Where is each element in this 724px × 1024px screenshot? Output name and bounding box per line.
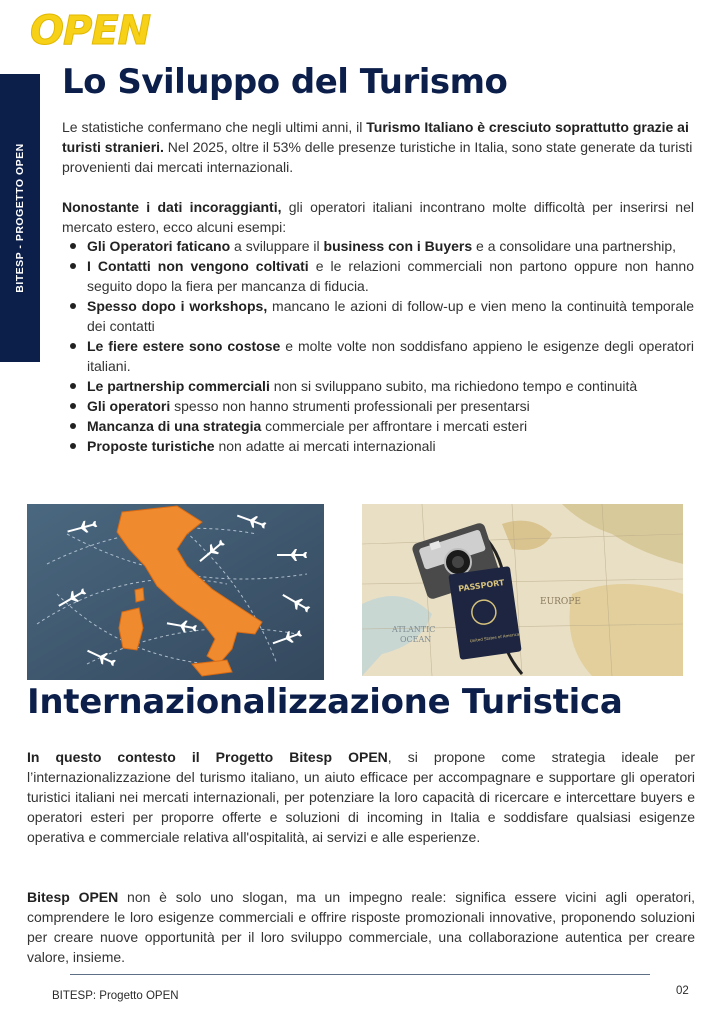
- paragraph-contesto: In questo contesto il Progetto Bitesp OPEN, si propone come strategia ideale per l’internazionalizzazione del turismo italiano, un aiuto efficace per accompagnare e supportare gli operatori turistici italiani nei mercati internazionali, per potenziare la loro capacità di ricercare e intercettare buyers e operatori esteri per proporre offerte e soluzioni di incoming in Italia e soddisfare qualsiasi esigenze operativa e commerciale relativa all'ospitalità, ai servizi e alle esperienze.: [27, 749, 695, 845]
- passport-icon: [448, 566, 521, 660]
- list-item: Mancanza di una strategia commerciale per affrontare i mercati esteri: [87, 416, 694, 436]
- footer-divider: [70, 974, 650, 975]
- paragraph-statistiche: Le statistiche confermano che negli ultimi anni, il Turismo Italiano è cresciuto soprattutto grazie ai turisti stranieri. Nel 2025, oltre il 53% delle presenze turistiche in Italia, sono state generate da turisti provenienti dai mercati internazionali.: [62, 119, 693, 175]
- passport-subtitle: United States of America: [469, 631, 520, 644]
- difficulties-list: [62, 236, 694, 456]
- world-map-illustration: [362, 504, 683, 676]
- page-number: 02: [676, 985, 689, 997]
- map-label-atlantic: ATLANTIC: [392, 625, 436, 634]
- list-item: Gli Operatori faticano a sviluppare il business con i Buyers e a consolidare una partnership,: [87, 236, 694, 256]
- section-title-sviluppo: Lo Sviluppo del Turismo: [62, 62, 508, 102]
- paragraph-difficolta: Nonostante i dati incoraggianti, gli operatori italiani incontrano molte difficoltà per inserirsi nel mercato estero, ecco alcuni esempi:: [62, 199, 694, 235]
- list-item: Proposte turistiche non adatte ai mercati internazionali: [87, 436, 694, 456]
- paragraph-impegno: Bitesp OPEN non è solo uno slogan, ma un impegno reale: significa essere vicini agli operatori, comprendere le loro esigenze commerciali e offrire risposte promozionali innovative, proponendo soluzioni per creare nuove opportunità per il loro sviluppo commerciale, una collaborazione autentica per creare valore, insieme.: [27, 889, 695, 965]
- travel-map-image: [362, 504, 683, 676]
- list-item: Gli operatori spesso non hanno strumenti professionali per presentarsi: [87, 396, 694, 416]
- side-label: BITESP - PROGETTO OPEN: [14, 143, 26, 293]
- italy-map-illustration: [27, 504, 324, 680]
- list-item: I Contatti non vengono coltivati e le relazioni commerciali non partono oppure non hanno seguito dopo la fiera per mancanza di fiducia.: [87, 258, 694, 294]
- list-item: Le partnership commerciali non si sviluppano subito, ma richiedono tempo e continuità: [87, 376, 694, 396]
- italy-flights-image: [27, 504, 324, 680]
- list-item: Le fiere estere sono costose e molte volte non soddisfano appieno le esigenze degli operatori italiani.: [87, 338, 694, 374]
- open-logo: OPEN: [30, 8, 151, 54]
- map-label-europe: EUROPE: [540, 597, 581, 607]
- footer-label: BITESP: Progetto OPEN: [52, 990, 179, 1002]
- list-item: Spesso dopo i workshops, mancano le azioni di follow-up e vien meno la continuità temporale dei contatti: [87, 298, 695, 334]
- section-title-internazionalizzazione: Internazionalizzazione Turistica: [27, 682, 623, 722]
- map-label-ocean: OCEAN: [400, 635, 432, 644]
- passport-label: PASSPORT: [457, 578, 505, 594]
